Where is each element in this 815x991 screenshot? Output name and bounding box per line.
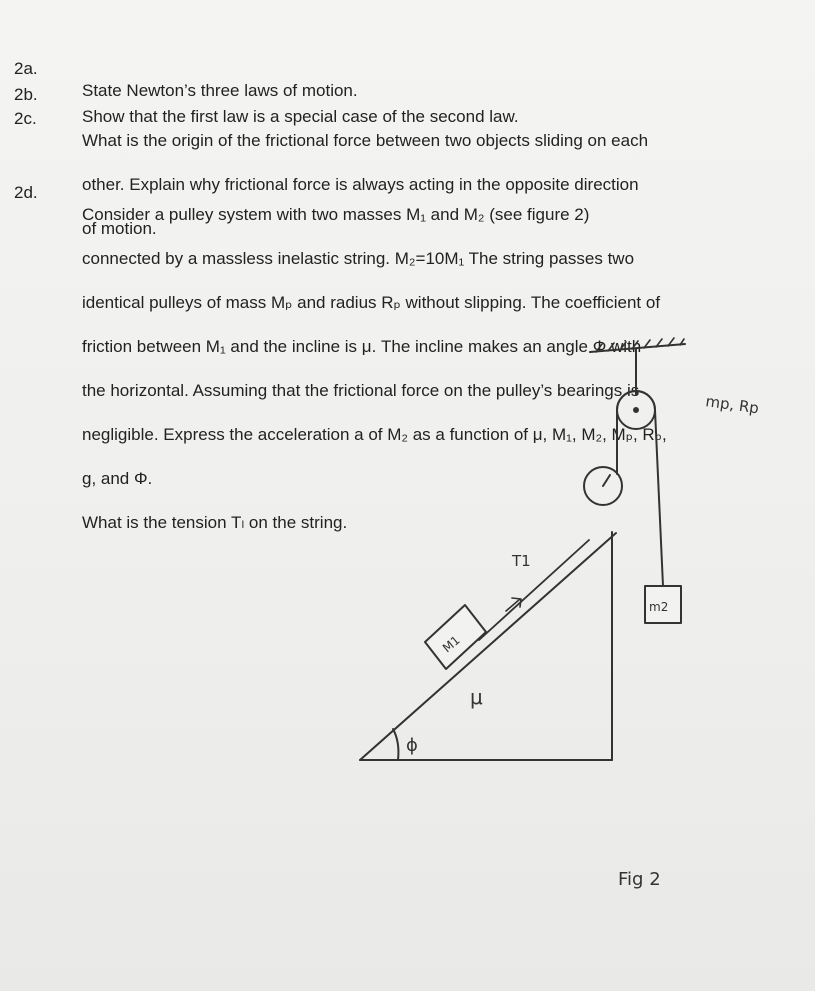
question-line: connected by a massless inelastic string. M₂=10M₁ The string passes two (82, 249, 635, 268)
top-pulley-axle (634, 408, 638, 412)
question-line: of motion. (82, 219, 157, 238)
question-line: the horizontal. Assuming that the frictional force on the pulley’s bearings is (82, 381, 640, 400)
pulley-label: mp, Rp (704, 392, 761, 418)
question-line: friction between M₁ and the incline is μ. The incline makes an angle Φ with (82, 337, 642, 356)
question-line: Show that the first law is a special case of the second law. (82, 107, 519, 126)
angle-label: ϕ (406, 735, 418, 756)
question-number: 2a. (14, 59, 38, 78)
string-right-vertical (655, 410, 663, 586)
figure-caption: Fig 2 (618, 869, 661, 890)
question-line: What is the tension Tₗ on the string. (82, 513, 348, 532)
ceiling-support (590, 344, 685, 352)
lower-pulley-axle (603, 475, 610, 486)
question-line: negligible. Express the acceleration a of M₂ as a function of μ, M₁, M₂, Mₚ, Rₚ, (82, 425, 667, 444)
mass1-label: M1 (439, 633, 463, 656)
tension-label: T1 (512, 552, 531, 570)
question-number: 2c. (14, 109, 37, 128)
question-number: 2b. (14, 85, 38, 104)
question-line: other. Explain why frictional force is always acting in the opposite direction (82, 175, 639, 194)
incline-hypotenuse (360, 533, 616, 760)
question-line: g, and Φ. (82, 469, 153, 488)
question-line: Consider a pulley system with two masses M₁ and M₂ (see figure 2) (82, 205, 590, 224)
angle-arc (393, 729, 398, 760)
mass2-label: m2 (649, 600, 669, 614)
string-along-incline (479, 540, 589, 640)
question-line: State Newton’s three laws of motion. (82, 81, 358, 100)
question-line: What is the origin of the frictional force between two objects sliding on each (82, 131, 649, 150)
friction-label: μ (470, 685, 483, 709)
question-line: identical pulleys of mass Mₚ and radius Rₚ without slipping. The coefficient of (82, 293, 661, 312)
question-number: 2d. (14, 183, 38, 202)
